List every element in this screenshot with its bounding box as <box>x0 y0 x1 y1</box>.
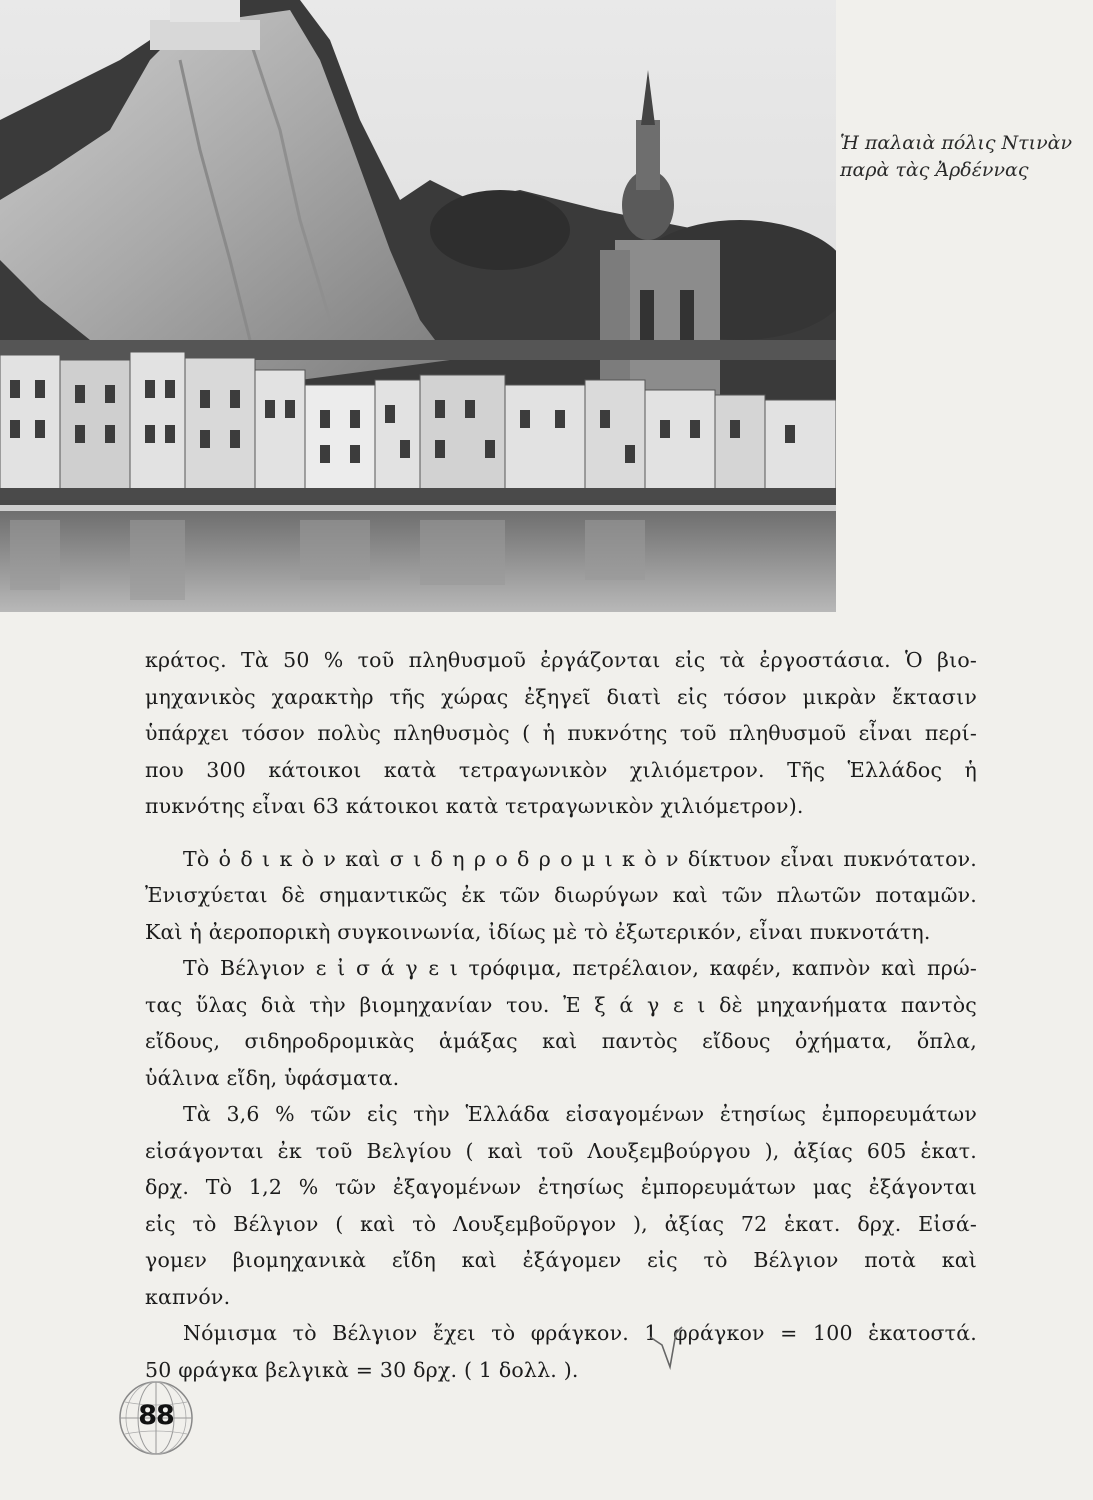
text-line: 50 φράγκα βελγικὰ = 30 δρχ. ( 1 δολλ. ). <box>145 1357 579 1382</box>
text-line: Ἐνισχύεται δὲ σημαντικῶς ἐκ τῶν διωρύγων καὶ τῶν πλωτῶν ποταμῶν. <box>145 883 977 907</box>
text-line: που 300 κάτοικοι κατὰ τετραγωνικὸν χιλιόμετρον. Τῆς Ἑλλάδος ἡ <box>145 757 977 782</box>
photo-illustration <box>0 0 836 612</box>
text-line: μηχανικὸς χαρακτὴρ τῆς χώρας ἐξηγεῖ διατὶ εἰς τόσον μικρὰν ἔκτασιν <box>145 684 977 709</box>
text-line: εἰσάγονται ἐκ τοῦ Βελγίου ( καὶ τοῦ Λουξεμβούργου ), ἀξίας 605 ἑκατ. <box>145 1138 977 1163</box>
dinant-photo <box>0 0 836 612</box>
text-line: Τὸ ὁ δ ι κ ὸ ν καὶ σ ι δ η ρ ο δ ρ ο μ ι κ ὸ ν δίκτυον εἶναι πυκνότατον. <box>183 846 977 871</box>
text-line: δρχ. Τὸ 1,2 % τῶν ἐξαγομένων ἐτησίως ἐμπορευμάτων μας ἐξάγονται <box>145 1175 977 1199</box>
text-line: καπνόν. <box>145 1284 231 1309</box>
page-number: 88 <box>138 1400 174 1431</box>
photo-caption <box>840 130 1080 184</box>
text-line: Τὸ Βέλγιον ε ἰ σ ά γ ε ι τρόφιμα, πετρέλαιον, καφέν, καπνὸν καὶ πρώ- <box>183 956 977 980</box>
paragraph <box>145 642 977 825</box>
handwritten-check-icon <box>648 1325 688 1370</box>
text-line: γομεν βιομηχανικὰ εἴδη καὶ ἐξάγομεν εἰς τὸ Βέλγιον ποτὰ καὶ <box>145 1248 977 1272</box>
text-line: Τὰ 3,6 % τῶν εἰς τὴν Ἑλλάδα εἰσαγομένων ἐτησίως ἐμπορευμάτων <box>183 1102 977 1126</box>
text-line: κράτος. Τὰ 50 % τοῦ πληθυσμοῦ ἐργάζονται εἰς τὰ ἐργοστάσια. Ὁ βιο- <box>145 648 977 672</box>
text-line: εἴδους, σιδηροδρομικὰς ἁμάξας καὶ παντὸς εἴδους ὀχήματα, ὅπλα, <box>145 1029 977 1053</box>
paragraph <box>145 841 977 951</box>
caption-line: παρὰ τὰς Ἀρδέννας <box>840 159 1029 181</box>
text-line: πυκνότης εἶναι 63 κάτοικοι κατὰ τετραγωνικὸν χιλιόμετρον). <box>145 794 804 818</box>
text-line: ὑάλινα εἴδη, ὑφάσματα. <box>145 1065 400 1090</box>
text-line: εἰς τὸ Βέλγιον ( καὶ τὸ Λουξεμβοῦργον ), ἀξίας 72 ἑκατ. δρχ. Εἰσά- <box>145 1211 977 1236</box>
body-text <box>145 642 977 1388</box>
text-line: Νόμισμα τὸ Βέλγιον ἔχει τὸ φράγκον. 1 φράγκον = 100 ἑκατοστά. <box>183 1321 977 1345</box>
paragraph <box>145 1315 977 1388</box>
paragraph <box>145 950 977 1096</box>
paragraph <box>145 1096 977 1315</box>
text-line: τας ὕλας διὰ τὴν βιομηχανίαν του. Ἐ ξ ά γ ε ι δὲ μηχανήματα παντὸς <box>145 992 977 1017</box>
text-line: Καὶ ἡ ἀεροπορικὴ συγκοινωνία, ἰδίως μὲ τὸ ἐξωτερικόν, εἶναι πυκνοτάτη. <box>145 919 931 944</box>
caption-line: Ἡ παλαιὰ πόλις Ντινὰν <box>840 132 1073 154</box>
text-line: ὑπάρχει τόσον πολὺς πληθυσμὸς ( ἡ πυκνότης τοῦ πληθυσμοῦ εἶναι περί- <box>145 721 977 745</box>
